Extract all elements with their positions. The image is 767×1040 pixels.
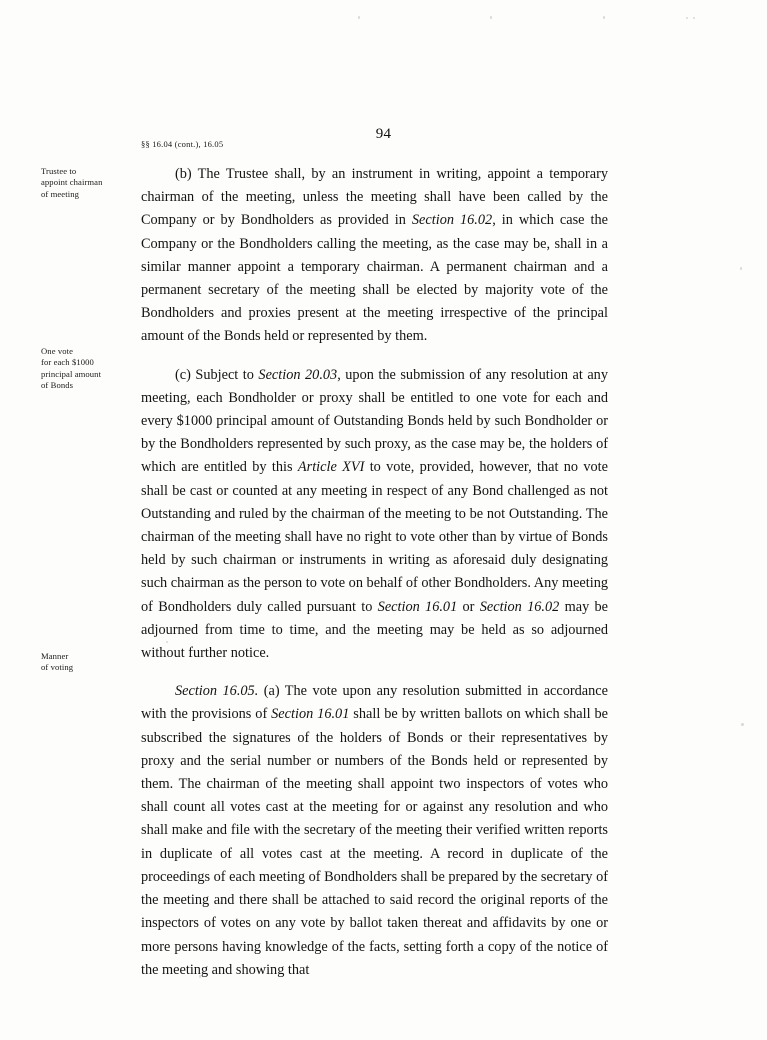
scan-speck xyxy=(686,17,688,19)
marginal-note-line: of Bonds xyxy=(41,380,74,391)
text-run: , in which case the Company or the Bondholders calling the meeting, as the case may be, shall in a similar manner appoint a temporary chairman. A permanent chairman and a permanent secretary of the meeting shall be elected by majority vote of the Bondholders and proxies present at the meeting irrespective of the principal amount of the Bonds held or represented by them. xyxy=(141,212,608,345)
marginal-note-line: Trustee to xyxy=(41,166,77,176)
italic-run: Section 16.05. xyxy=(175,683,259,700)
marginal-note-line: principal amount xyxy=(41,368,102,379)
marginal-note-one-vote xyxy=(41,346,137,392)
scan-speck xyxy=(490,16,492,19)
marginal-note-line: of meeting xyxy=(41,188,79,199)
italic-run: Section 16.02 xyxy=(479,598,560,615)
italic-run: Section 20.03 xyxy=(258,366,338,383)
scan-speck xyxy=(693,17,695,19)
scan-speck xyxy=(603,16,605,19)
text-run: , upon the submission of any resolution at any meeting, each Bondholder or proxy shall be entitled to one vote for each and every $1000 principal amount of Outstanding Bonds held by such Bondholder or by the Bondholders represented by such proxy, as the case may be, the holders of which are entitled by this xyxy=(141,366,608,476)
scan-speck xyxy=(358,16,360,19)
marginal-note-line: Manner xyxy=(41,651,69,661)
marginal-note-manner-of-voting xyxy=(41,651,137,674)
scan-speck xyxy=(740,267,742,270)
text-run: (a) The vote upon any resolution submitted in accordance with the provisions of xyxy=(141,683,608,723)
scan-speck xyxy=(741,723,744,726)
paragraph-b xyxy=(141,163,608,349)
body-text-column xyxy=(141,163,608,982)
paragraph-c xyxy=(141,364,608,666)
italic-run: Section 16.02 xyxy=(411,212,493,229)
text-run: to vote, provided, however, that no vote shall be cast or counted at any meeting in respect of any Bond challenged as not Outstanding and ruled by the chairman of the meeting to be not Outstanding. The chairman of the meeting shall have no right to vote other than by virtue of Bonds held by such chairman or instruments in writing as aforesaid duly designating such chairman as the person to vote on behalf of other Bondholders. Any meeting of Bondholders duly called pursuant to xyxy=(141,459,608,615)
marginal-note-line: One vote xyxy=(41,346,74,356)
marginal-note-line: for each $1000 xyxy=(41,357,94,368)
text-run: or xyxy=(457,598,480,615)
page-number: 94 xyxy=(375,126,392,142)
text-run: (c) Subject to xyxy=(175,366,259,383)
marginal-note-line: appoint chairman xyxy=(41,177,103,188)
paragraph-section-16-05 xyxy=(141,680,608,982)
italic-run: Section 16.01 xyxy=(271,706,350,723)
text-run: (b) The Trustee shall, by an instrument in writing, appoint a temporary chairman of the meeting, unless the meeting shall have been called by the Company or by Bondholders as provided in xyxy=(141,166,608,229)
marginal-note-line: of voting xyxy=(41,662,74,673)
italic-run: Section 16.01 xyxy=(377,598,458,615)
italic-run: Article XVI xyxy=(297,459,365,476)
text-run: shall be by written ballots on which shall be subscribed the signatures of the holders of Bonds or their representatives by proxy and the serial number or numbers of the Bonds held or represented by them. The chairman of the meeting shall appoint two inspectors of votes who shall count all votes cast at the meeting for or against any resolution and who shall make and file with the secretary of the meeting their verified written reports in duplicate of all votes cast at the meeting. A record in duplicate of the proceedings of each meeting of Bondholders shall be prepared by the secretary of the meeting and there shall be attached to said record the original reports of the inspectors of votes on any vote by ballot taken thereat and affidavits by one or more persons having knowledge of the facts, setting forth a copy of the notice of the meeting and showing that xyxy=(141,706,609,978)
text-run: may be adjourned from time to time, and the meeting may be held as so adjourned without further notice. xyxy=(141,598,609,662)
marginal-note-trustee-chairman xyxy=(41,166,137,200)
running-head: §§ 16.04 (cont.), 16.05 xyxy=(141,139,224,149)
